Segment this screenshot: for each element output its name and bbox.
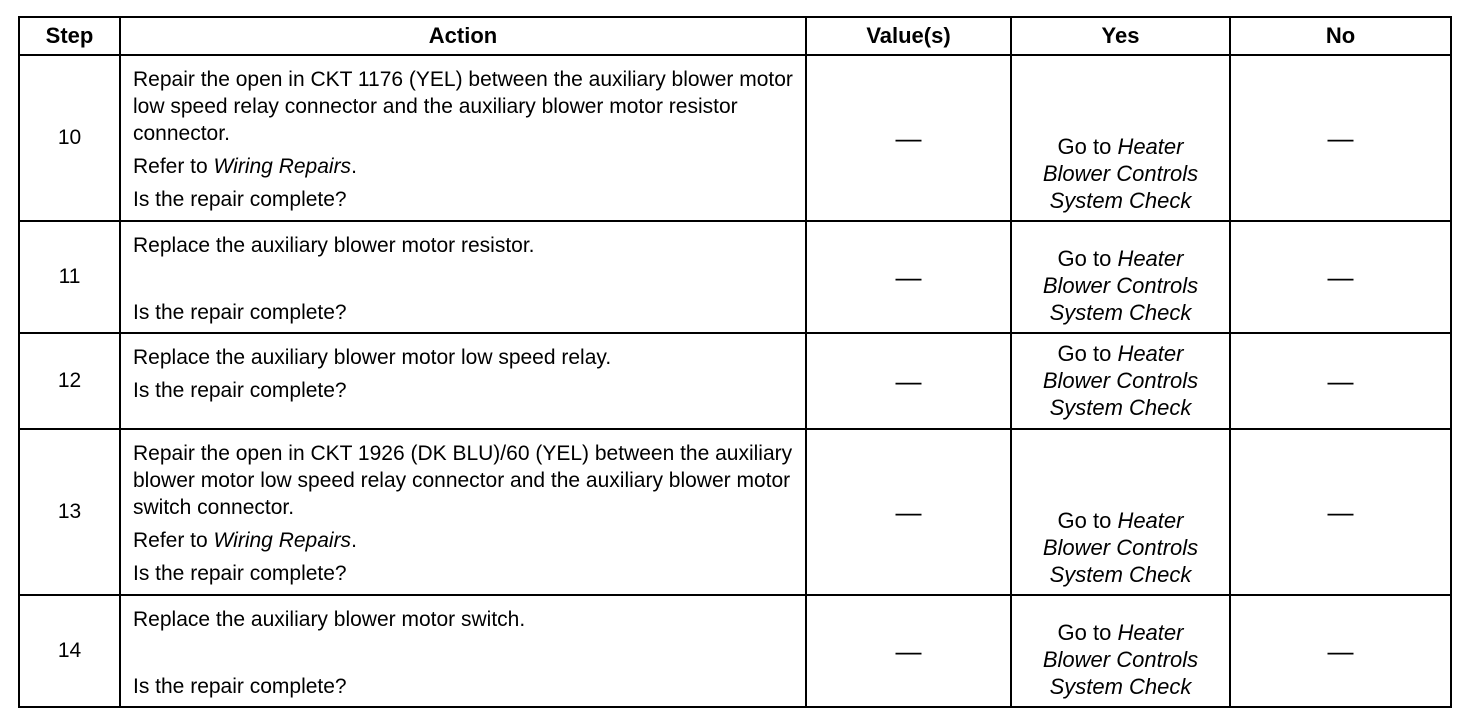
yes-cell: Go to Heater Blower Controls System Check [1011,333,1230,429]
question-text: Is the repair complete? [133,301,347,324]
table-row [19,55,1451,221]
header-yes: Yes [1011,17,1230,55]
step-number: 14 [19,595,120,707]
refer-text: Refer to Wiring Repairs. [133,155,357,178]
header-no: No [1230,17,1451,55]
yes-cell: Go to Heater Blower Controls System Check [1011,221,1230,333]
table-row [19,429,1451,595]
question-text: Is the repair complete? [133,562,347,585]
step-number: 12 [19,333,120,429]
action-cell [120,333,806,429]
no-cell: — [1230,333,1451,429]
header-step: Step [19,17,120,55]
header-action: Action [120,17,806,55]
yes-cell: Go to Heater Blower Controls System Check [1011,595,1230,707]
yes-cell: Go to Heater Blower Controls System Check [1011,429,1230,595]
value-cell: — [806,333,1011,429]
value-cell: — [806,55,1011,221]
action-cell [120,55,806,221]
no-cell: — [1230,55,1451,221]
no-cell: — [1230,595,1451,707]
step-number: 10 [19,55,120,221]
refer-text: Refer to Wiring Repairs. [133,529,357,552]
wiring-repairs-link: Wiring Repairs [213,529,352,552]
no-cell: — [1230,221,1451,333]
question-text: Is the repair complete? [133,675,347,698]
action-text: Replace the auxiliary blower motor switch. [133,608,526,631]
yes-cell: Go to Heater Blower Controls System Check [1011,55,1230,221]
value-cell: — [806,429,1011,595]
diagnostic-table [18,16,1452,708]
question-text: Is the repair complete? [133,379,347,402]
action-text: Repair the open in CKT 1926 (DK BLU)/60 (YEL) between the auxiliary blower motor low speed relay connector and the auxiliary blower motor switch connector. [133,442,793,519]
action-text: Replace the auxiliary blower motor resistor. [133,234,535,257]
value-cell: — [806,221,1011,333]
question-text: Is the repair complete? [133,188,347,211]
table-row [19,221,1451,333]
wiring-repairs-link: Wiring Repairs [213,155,352,178]
header-row [19,17,1451,55]
table-row [19,333,1451,429]
action-cell [120,595,806,707]
action-text: Repair the open in CKT 1176 (YEL) between the auxiliary blower motor low speed relay connector and the auxiliary blower motor resistor connector. [133,68,793,145]
action-text: Replace the auxiliary blower motor low speed relay. [133,346,612,369]
step-number: 13 [19,429,120,595]
no-cell: — [1230,429,1451,595]
value-cell: — [806,595,1011,707]
action-cell [120,221,806,333]
table-row [19,595,1451,707]
header-values: Value(s) [806,17,1011,55]
action-cell [120,429,806,595]
step-number: 11 [19,221,120,333]
